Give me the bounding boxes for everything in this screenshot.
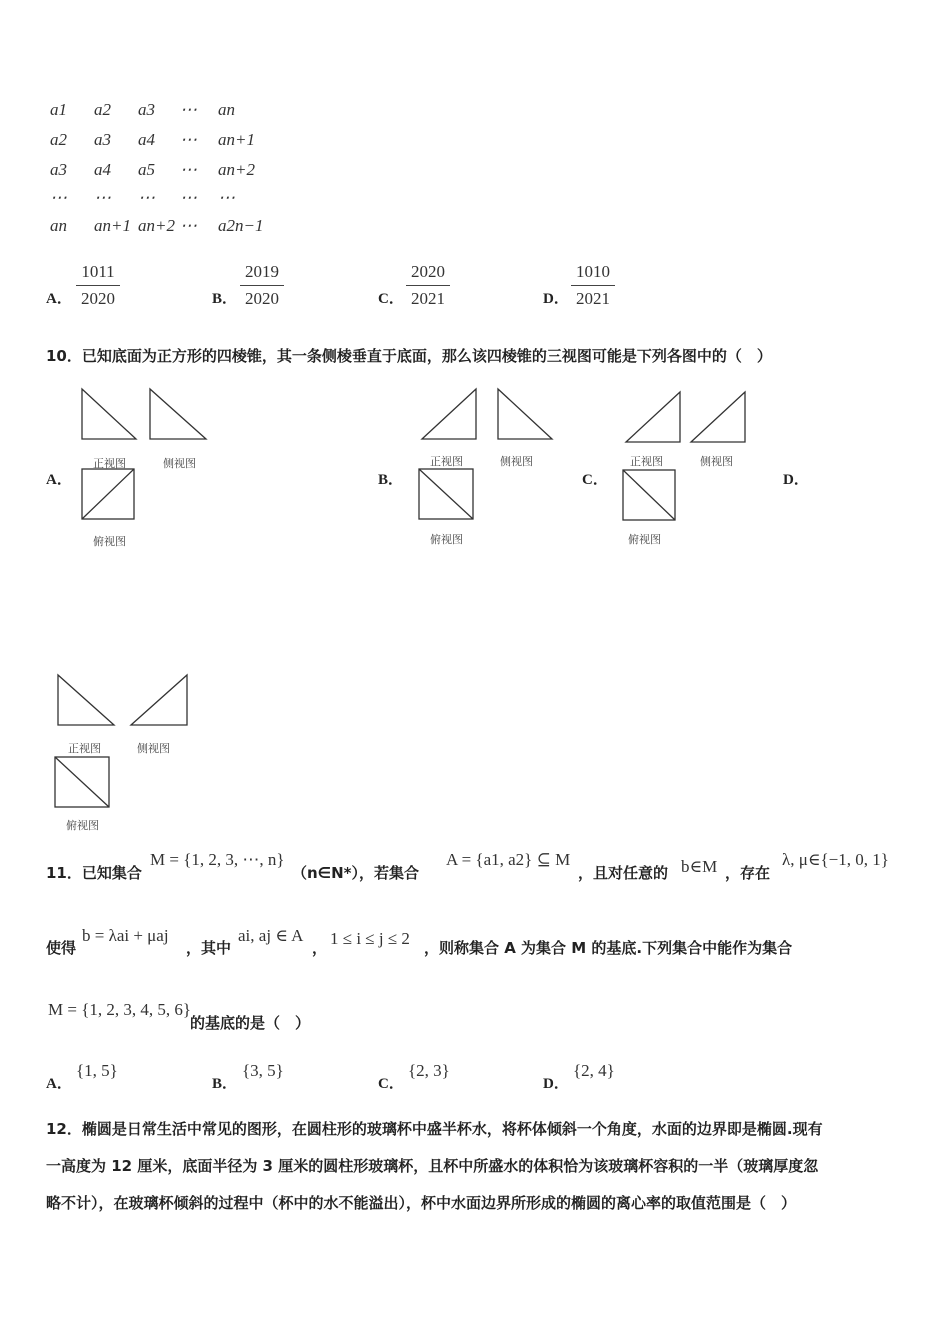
matrix-cell: ⋯ (180, 160, 197, 179)
q10-d-front-caption: 正视图 (68, 742, 101, 755)
q10-c-side-view (689, 390, 747, 444)
q10-c-front-caption: 正视图 (630, 455, 663, 468)
q10-d-top-view (53, 755, 111, 809)
matrix-cell: ⋯ (180, 130, 197, 149)
q10-a-front-caption: 正视图 (93, 457, 126, 470)
q10-b-top-view (417, 467, 475, 521)
q11-line2-b: ，其中 (186, 939, 232, 957)
q10-b-top-caption: 俯视图 (430, 533, 463, 546)
q11-m-definition: M = {1, 2, 3, ⋯, n} (150, 850, 285, 869)
q11-option-c-label[interactable]: C． (378, 1076, 404, 1092)
matrix-cell: a3 (138, 100, 155, 119)
matrix-cell: ⋯ (138, 188, 155, 207)
q11-line1-c: ，存在 (725, 864, 771, 882)
q10-b-side-view (496, 387, 554, 441)
q9-option-a-fraction (76, 262, 120, 309)
matrix-cell: a4 (94, 160, 111, 179)
q10-option-a-label[interactable]: A． (46, 472, 72, 488)
matrix-cell: ⋯ (50, 188, 67, 207)
q11-option-b-set: {3, 5} (242, 1061, 284, 1080)
q11-line2-c: ，则称集合 A 为集合 M 的基底.下列集合中能作为集合 (424, 939, 793, 957)
q11-a-definition: A = {a1, a2} ⊆ M (446, 850, 571, 869)
q11-line2-a: 使得 (46, 939, 77, 957)
matrix-cell: an+1 (94, 216, 131, 235)
q9-option-c-den: 2021 (411, 289, 445, 308)
q9-option-d-fraction (571, 262, 615, 309)
q9-option-c-num: 2020 (406, 262, 450, 286)
matrix-cell: ⋯ (180, 188, 197, 207)
q10-d-top-caption: 俯视图 (66, 819, 99, 832)
q9-option-a-num: 1011 (76, 262, 120, 286)
matrix-cell: a5 (138, 160, 155, 179)
matrix-cell: an+1 (218, 130, 255, 149)
q9-option-c-label[interactable]: C． (378, 291, 404, 307)
matrix-cell: a2n−1 (218, 216, 264, 235)
q10-option-d-label[interactable]: D． (783, 472, 809, 488)
matrix-cell: a1 (50, 100, 67, 119)
q11-inequality: 1 ≤ i ≤ j ≤ 2 (330, 929, 410, 948)
q11-b-equation: b = λai + μaj (82, 926, 169, 945)
matrix-cell: a2 (94, 100, 111, 119)
q10-d-side-caption: 侧视图 (137, 742, 170, 755)
q10-c-front-view (624, 390, 682, 444)
q11-option-d-label[interactable]: D． (543, 1076, 569, 1092)
q9-option-a-den: 2020 (81, 289, 115, 308)
q9-option-b-fraction (240, 262, 284, 309)
q9-option-d-num: 1010 (571, 262, 615, 286)
q10-c-top-caption: 俯视图 (628, 533, 661, 546)
q11-line1-b: ，且对任意的 (578, 864, 669, 882)
matrix-cell: an (50, 216, 67, 235)
matrix-cell: an+2 (138, 216, 175, 235)
matrix-cell: a2 (50, 130, 67, 149)
q11-lambda-mu: λ, μ∈{−1, 0, 1} (782, 850, 889, 869)
q10-b-side-caption: 侧视图 (500, 455, 533, 468)
matrix-cell: ⋯ (218, 188, 235, 207)
matrix-cell: an+2 (218, 160, 255, 179)
q11-line1-a: 11．已知集合 (46, 864, 142, 882)
q10-a-top-caption: 俯视图 (93, 535, 126, 548)
q9-option-b-label[interactable]: B． (212, 291, 238, 307)
q11-option-a-set: {1, 5} (76, 1061, 118, 1080)
q10-option-b-label[interactable]: B． (378, 472, 404, 488)
q9-option-a-label[interactable]: A． (46, 291, 72, 307)
q9-option-c-fraction (406, 262, 450, 309)
q10-a-front-view (80, 387, 138, 441)
q11-option-d-set: {2, 4} (573, 1061, 615, 1080)
q11-m6-definition: M = {1, 2, 3, 4, 5, 6} (48, 1000, 192, 1019)
q9-option-b-num: 2019 (240, 262, 284, 286)
q12-line3: 略不计），在玻璃杯倾斜的过程中（杯中的水不能溢出），杯中水面边界所形成的椭圆的离心率的取值范围是（ ） (46, 1194, 797, 1212)
q10-b-front-caption: 正视图 (430, 455, 463, 468)
q11-n-condition: （n∈N*），若集合 (292, 864, 420, 882)
q10-a-side-caption: 侧视图 (163, 457, 196, 470)
q11-ai-aj: ai, aj ∈ A (238, 926, 304, 945)
q9-option-d-den: 2021 (576, 289, 610, 308)
q12-line2: 一高度为 12 厘米，底面半径为 3 厘米的圆柱形玻璃杯，且杯中所盛水的体积恰为该玻璃杯容积的一半（玻璃厚度忽 (46, 1157, 819, 1175)
matrix-cell: a4 (138, 130, 155, 149)
q10-a-side-view (148, 387, 208, 441)
matrix-cell: an (218, 100, 235, 119)
q11-line3: 的基底的是（ ） (190, 1014, 311, 1032)
q11-option-a-label[interactable]: A． (46, 1076, 72, 1092)
matrix-cell: a3 (50, 160, 67, 179)
sequence-matrix (50, 100, 270, 250)
matrix-cell: a3 (94, 130, 111, 149)
matrix-cell: ⋯ (180, 216, 197, 235)
q10-b-front-view (420, 387, 478, 441)
q11-comma: ， (312, 939, 328, 957)
q11-option-b-label[interactable]: B． (212, 1076, 238, 1092)
q11-option-c-set: {2, 3} (408, 1061, 450, 1080)
q10-option-c-label[interactable]: C． (582, 472, 608, 488)
q11-b-in-m: b∈M (681, 857, 718, 876)
matrix-cell: ⋯ (94, 188, 111, 207)
q10-stem: 10．已知底面为正方形的四棱锥，其一条侧棱垂直于底面，那么该四棱锥的三视图可能是下列各图中的（ ） (46, 347, 772, 365)
q9-option-b-den: 2020 (245, 289, 279, 308)
q9-option-d-label[interactable]: D． (543, 291, 569, 307)
matrix-cell: ⋯ (180, 100, 197, 119)
q10-d-side-view (129, 673, 189, 727)
q10-d-front-view (56, 673, 116, 727)
q10-c-top-view (621, 468, 677, 522)
q12-line1: 12．椭圆是日常生活中常见的图形，在圆柱形的玻璃杯中盛半杯水，将杯体倾斜一个角度，水面的边界即是椭圆.现有 (46, 1120, 823, 1138)
q10-c-side-caption: 侧视图 (700, 455, 733, 468)
q10-a-top-view (80, 467, 136, 521)
